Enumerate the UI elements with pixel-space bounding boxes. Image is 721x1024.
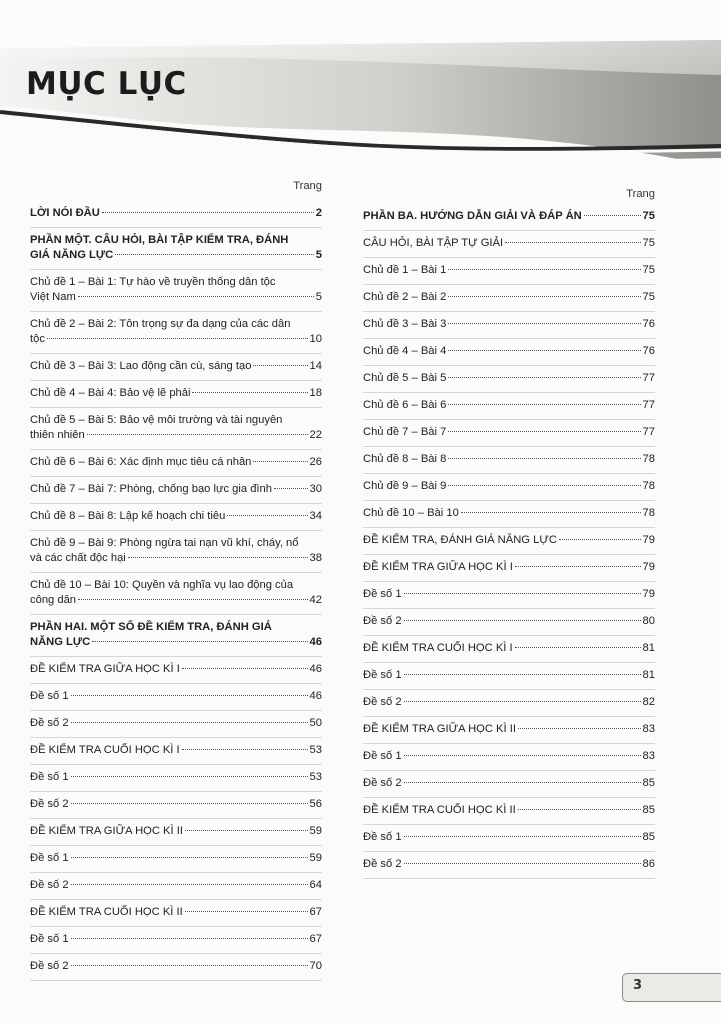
toc-entry-page: 78 [642, 480, 655, 492]
toc-entry-title: ĐỀ KIỂM TRA GIỮA HỌC KÌ II [30, 825, 183, 837]
dot-leader [185, 830, 308, 831]
toc-entry [30, 765, 322, 792]
toc-entry [30, 312, 322, 354]
toc-entry [30, 450, 322, 477]
toc-entry-page: 75 [642, 237, 655, 249]
toc-entry-page: 50 [309, 717, 322, 729]
toc-entry-page: 83 [642, 750, 655, 762]
toc-entry-title: Chủ đề 10 – Bài 10 [363, 507, 459, 519]
dot-leader [102, 212, 314, 213]
toc-entry-page: 67 [309, 906, 322, 918]
toc-entry [30, 873, 322, 900]
toc-entry-title: Đề số 2 [30, 798, 69, 810]
toc-entry-title: Đề số 1 [30, 690, 69, 702]
toc-entry-title: PHẦN HAI. MỘT SỐ ĐỀ KIỂM TRA, ĐÁNH GIÁ [30, 621, 272, 633]
toc-entry [363, 744, 655, 771]
dot-leader [253, 365, 307, 366]
toc-entry-title: Việt Nam [30, 291, 76, 303]
dot-leader [128, 557, 308, 558]
toc-entry-title: Đề số 1 [363, 831, 402, 843]
toc-entry [363, 852, 655, 879]
toc-entry-title: PHẦN MỘT. CÂU HỎI, BÀI TẬP KIỂM TRA, ĐÁNH [30, 234, 289, 246]
toc-entry-page: 64 [309, 879, 322, 891]
toc-entry [363, 825, 655, 852]
toc-entry-title: Đề số 2 [30, 879, 69, 891]
toc-entry [30, 900, 322, 927]
toc-entry-page: 5 [315, 249, 322, 261]
toc-entry [363, 555, 655, 582]
toc-left-column [30, 180, 322, 981]
toc-entry-page: 53 [309, 744, 322, 756]
dot-leader [448, 458, 640, 459]
toc-list-left [30, 201, 322, 981]
toc-entry [363, 501, 655, 528]
toc-entry [363, 582, 655, 609]
dot-leader [182, 749, 308, 750]
toc-right-column [363, 180, 655, 879]
toc-entry-title: Đề số 2 [363, 777, 402, 789]
dot-leader [192, 392, 307, 393]
toc-entry [363, 798, 655, 825]
toc-entry-page: 85 [642, 831, 655, 843]
toc-entry-page: 70 [309, 960, 322, 972]
dot-leader [71, 857, 308, 858]
toc-entry-title: Chủ đề 3 – Bài 3 [363, 318, 447, 330]
dot-leader [71, 803, 308, 804]
toc-entry [363, 771, 655, 798]
toc-entry-title: GIÁ NĂNG LỰC [30, 249, 114, 261]
toc-entry [30, 615, 322, 657]
toc-entry [30, 504, 322, 531]
toc-entry-page: 79 [642, 534, 655, 546]
toc-entry-title: Chủ đề 8 – Bài 8 [363, 453, 447, 465]
dot-leader [518, 809, 641, 810]
toc-entry-page: 30 [309, 483, 322, 495]
toc-entry-page: 75 [642, 291, 655, 303]
toc-entry [30, 354, 322, 381]
toc-entry-title: NĂNG LỰC [30, 636, 91, 648]
toc-entry-page: 85 [642, 777, 655, 789]
toc-entry-title: Đề số 2 [30, 960, 69, 972]
toc-entry [30, 711, 322, 738]
dot-leader [227, 515, 307, 516]
dot-leader [71, 884, 308, 885]
toc-entry-title: Đề số 1 [363, 750, 402, 762]
dot-leader [71, 938, 308, 939]
toc-entry-title: Đề số 1 [363, 669, 402, 681]
toc-entry-page: 83 [642, 723, 655, 735]
toc-entry-page: 86 [642, 858, 655, 870]
toc-entry-title: Đề số 1 [30, 771, 69, 783]
dot-leader [404, 674, 641, 675]
toc-entry-page: 81 [642, 642, 655, 654]
toc-entry-page: 78 [642, 507, 655, 519]
toc-entry [30, 738, 322, 765]
toc-entry-title: ĐỀ KIỂM TRA GIỮA HỌC KÌ II [363, 723, 516, 735]
toc-entry-page: 79 [642, 588, 655, 600]
toc-entry-title: ĐỀ KIỂM TRA, ĐÁNH GIÁ NĂNG LỰC [363, 534, 557, 546]
toc-entry [363, 717, 655, 744]
dot-leader [448, 269, 640, 270]
toc-entry [30, 408, 322, 450]
dot-leader [87, 434, 308, 435]
dot-leader [71, 722, 308, 723]
toc-entry-title: Chủ đề 7 – Bài 7: Phòng, chống bạo lực gia đình [30, 483, 272, 495]
dot-leader [404, 836, 641, 837]
toc-entry [363, 258, 655, 285]
toc-entry [30, 381, 322, 408]
toc-entry [363, 339, 655, 366]
toc-entry [363, 447, 655, 474]
dot-leader [185, 911, 308, 912]
toc-entry-title: ĐỀ KIỂM TRA CUỐI HỌC KÌ II [363, 804, 516, 816]
toc-entry-page: 76 [642, 345, 655, 357]
toc-entry-page: 75 [642, 210, 655, 222]
toc-entry-title: Chủ đề 10 – Bài 10: Quyền và nghĩa vụ lao động của [30, 579, 294, 591]
toc-entry [363, 636, 655, 663]
toc-entry-title: Chủ đề 1 – Bài 1 [363, 264, 447, 276]
dot-leader [92, 641, 307, 642]
toc-entry [363, 231, 655, 258]
toc-entry-title: ĐỀ KIỂM TRA CUỐI HỌC KÌ II [30, 906, 183, 918]
toc-entry [363, 204, 655, 231]
toc-entry-title: công dân [30, 594, 77, 606]
toc-entry-page: 80 [642, 615, 655, 627]
toc-entry-title: Chủ đề 7 – Bài 7 [363, 426, 447, 438]
toc-entry-page: 18 [309, 387, 322, 399]
toc-entry-page: 46 [309, 690, 322, 702]
toc-entry-title: Chủ đề 8 – Bài 8: Lập kế hoạch chi tiêu [30, 510, 226, 522]
toc-entry [363, 312, 655, 339]
page-number: 3 [633, 978, 643, 993]
dot-leader [404, 863, 641, 864]
toc-entry-title: LỜI NÓI ĐẦU [30, 207, 100, 219]
toc-entry [363, 393, 655, 420]
dot-leader [515, 647, 641, 648]
toc-entry-title: Chủ đề 6 – Bài 6: Xác định mục tiêu cá nhân [30, 456, 252, 468]
toc-entry-page: 77 [642, 426, 655, 438]
toc-entry-page: 85 [642, 804, 655, 816]
dot-leader [404, 782, 641, 783]
dot-leader [448, 296, 640, 297]
dot-leader [115, 254, 314, 255]
dot-leader [274, 488, 308, 489]
toc-entry-title: Đề số 2 [363, 858, 402, 870]
toc-entry-page: 42 [309, 594, 322, 606]
toc-entry-title: Chủ đề 9 – Bài 9: Phòng ngừa tai nạn vũ khí, cháy, nổ [30, 537, 299, 549]
toc-entry [363, 690, 655, 717]
page-column-label: Trang [293, 180, 322, 192]
toc-entry-page: 77 [642, 399, 655, 411]
toc-entry [363, 528, 655, 555]
toc-entry-title: Chủ đề 6 – Bài 6 [363, 399, 447, 411]
toc-entry-page: 67 [309, 933, 322, 945]
toc-entry-page: 34 [309, 510, 322, 522]
dot-leader [584, 215, 641, 216]
toc-entry [363, 663, 655, 690]
dot-leader [404, 701, 641, 702]
toc-entry-title: tộc [30, 333, 45, 345]
toc-entry-title: Đề số 2 [30, 717, 69, 729]
toc-entry-title: Đề số 1 [30, 933, 69, 945]
toc-entry [30, 201, 322, 228]
dot-leader [404, 755, 641, 756]
toc-entry-page: 46 [309, 636, 322, 648]
toc-entry [363, 366, 655, 393]
dot-leader [47, 338, 308, 339]
dot-leader [253, 461, 307, 462]
toc-entry [30, 270, 322, 312]
dot-leader [182, 668, 308, 669]
dot-leader [448, 377, 640, 378]
toc-entry-title: Chủ đề 5 – Bài 5 [363, 372, 447, 384]
toc-entry [30, 477, 322, 504]
dot-leader [448, 404, 640, 405]
toc-entry-title: PHẦN BA. HƯỚNG DẪN GIẢI VÀ ĐÁP ÁN [363, 210, 582, 222]
toc-entry-page: 81 [642, 669, 655, 681]
toc-entry-title: Đề số 2 [363, 696, 402, 708]
toc-entry-page: 14 [309, 360, 322, 372]
toc-entry-page: 5 [315, 291, 322, 303]
toc-entry-title: thiên nhiên [30, 429, 85, 441]
toc-entry-page: 22 [309, 429, 322, 441]
toc-entry-page: 78 [642, 453, 655, 465]
page-title: MỤC LỤC [26, 66, 187, 102]
toc-entry-title: Đề số 1 [30, 852, 69, 864]
toc-entry-page: 26 [309, 456, 322, 468]
dot-leader [505, 242, 640, 243]
toc-entry [363, 285, 655, 312]
toc-entry-title: Đề số 2 [363, 615, 402, 627]
toc-entry [30, 792, 322, 819]
toc-entry [30, 954, 322, 981]
dot-leader [448, 350, 640, 351]
dot-leader [404, 620, 641, 621]
toc-entry-title: Chủ đề 2 – Bài 2 [363, 291, 447, 303]
dot-leader [78, 599, 308, 600]
dot-leader [78, 296, 314, 297]
toc-entry-title: ĐỀ KIỂM TRA CUỐI HỌC KÌ I [30, 744, 180, 756]
toc-entry-page: 75 [642, 264, 655, 276]
toc-entry-title: Chủ đề 2 – Bài 2: Tôn trọng sự đa dạng của các dân [30, 318, 291, 330]
toc-entry-title: và các chất độc hại [30, 552, 126, 564]
dot-leader [461, 512, 641, 513]
dot-leader [404, 593, 641, 594]
dot-leader [71, 776, 308, 777]
toc-entry-title: Chủ đề 4 – Bài 4: Bảo vệ lẽ phải [30, 387, 191, 399]
toc-entry [363, 474, 655, 501]
dot-leader [448, 485, 640, 486]
toc-entry [363, 609, 655, 636]
dot-leader [518, 728, 641, 729]
toc-entry-page: 38 [309, 552, 322, 564]
dot-leader [71, 965, 308, 966]
dot-leader [448, 431, 640, 432]
toc-entry-title: ĐỀ KIỂM TRA GIỮA HỌC KÌ I [363, 561, 513, 573]
toc-entry [363, 420, 655, 447]
toc-entry [30, 228, 322, 270]
toc-entry-page: 76 [642, 318, 655, 330]
dot-leader [515, 566, 641, 567]
toc-entry-page: 59 [309, 825, 322, 837]
toc-entry [30, 531, 322, 573]
toc-entry [30, 819, 322, 846]
toc-entry-title: Đề số 1 [363, 588, 402, 600]
toc-entry-title: Chủ đề 1 – Bài 1: Tự hào về truyền thống dân tộc [30, 276, 276, 288]
toc-entry-title: Chủ đề 4 – Bài 4 [363, 345, 447, 357]
toc-entry-page: 56 [309, 798, 322, 810]
toc-entry-page: 10 [309, 333, 322, 345]
toc-entry-title: Chủ đề 5 – Bài 5: Bảo vệ môi trường và tài nguyên [30, 414, 283, 426]
toc-entry [30, 573, 322, 615]
toc-entry-title: ĐỀ KIỂM TRA GIỮA HỌC KÌ I [30, 663, 180, 675]
dot-leader [448, 323, 640, 324]
toc-entry [30, 846, 322, 873]
toc-entry [30, 657, 322, 684]
toc-entry-page: 82 [642, 696, 655, 708]
toc-entry-page: 53 [309, 771, 322, 783]
toc-entry-page: 77 [642, 372, 655, 384]
toc-entry-page: 59 [309, 852, 322, 864]
toc-entry [30, 927, 322, 954]
toc-entry-page: 46 [309, 663, 322, 675]
dot-leader [559, 539, 641, 540]
page-column-label: Trang [626, 188, 655, 200]
toc-entry-title: Chủ đề 9 – Bài 9 [363, 480, 447, 492]
toc-entry-title: ĐỀ KIỂM TRA CUỐI HỌC KÌ I [363, 642, 513, 654]
toc-list-right [363, 204, 655, 879]
toc-entry-title: Chủ đề 3 – Bài 3: Lao động cần cù, sáng tạo [30, 360, 252, 372]
dot-leader [71, 695, 308, 696]
toc-entry-page: 79 [642, 561, 655, 573]
toc-entry-title: CÂU HỎI, BÀI TẬP TỰ GIẢI [363, 237, 504, 249]
page-number-tab [622, 973, 721, 1002]
toc-entry-page: 2 [315, 207, 322, 219]
toc-entry [30, 684, 322, 711]
